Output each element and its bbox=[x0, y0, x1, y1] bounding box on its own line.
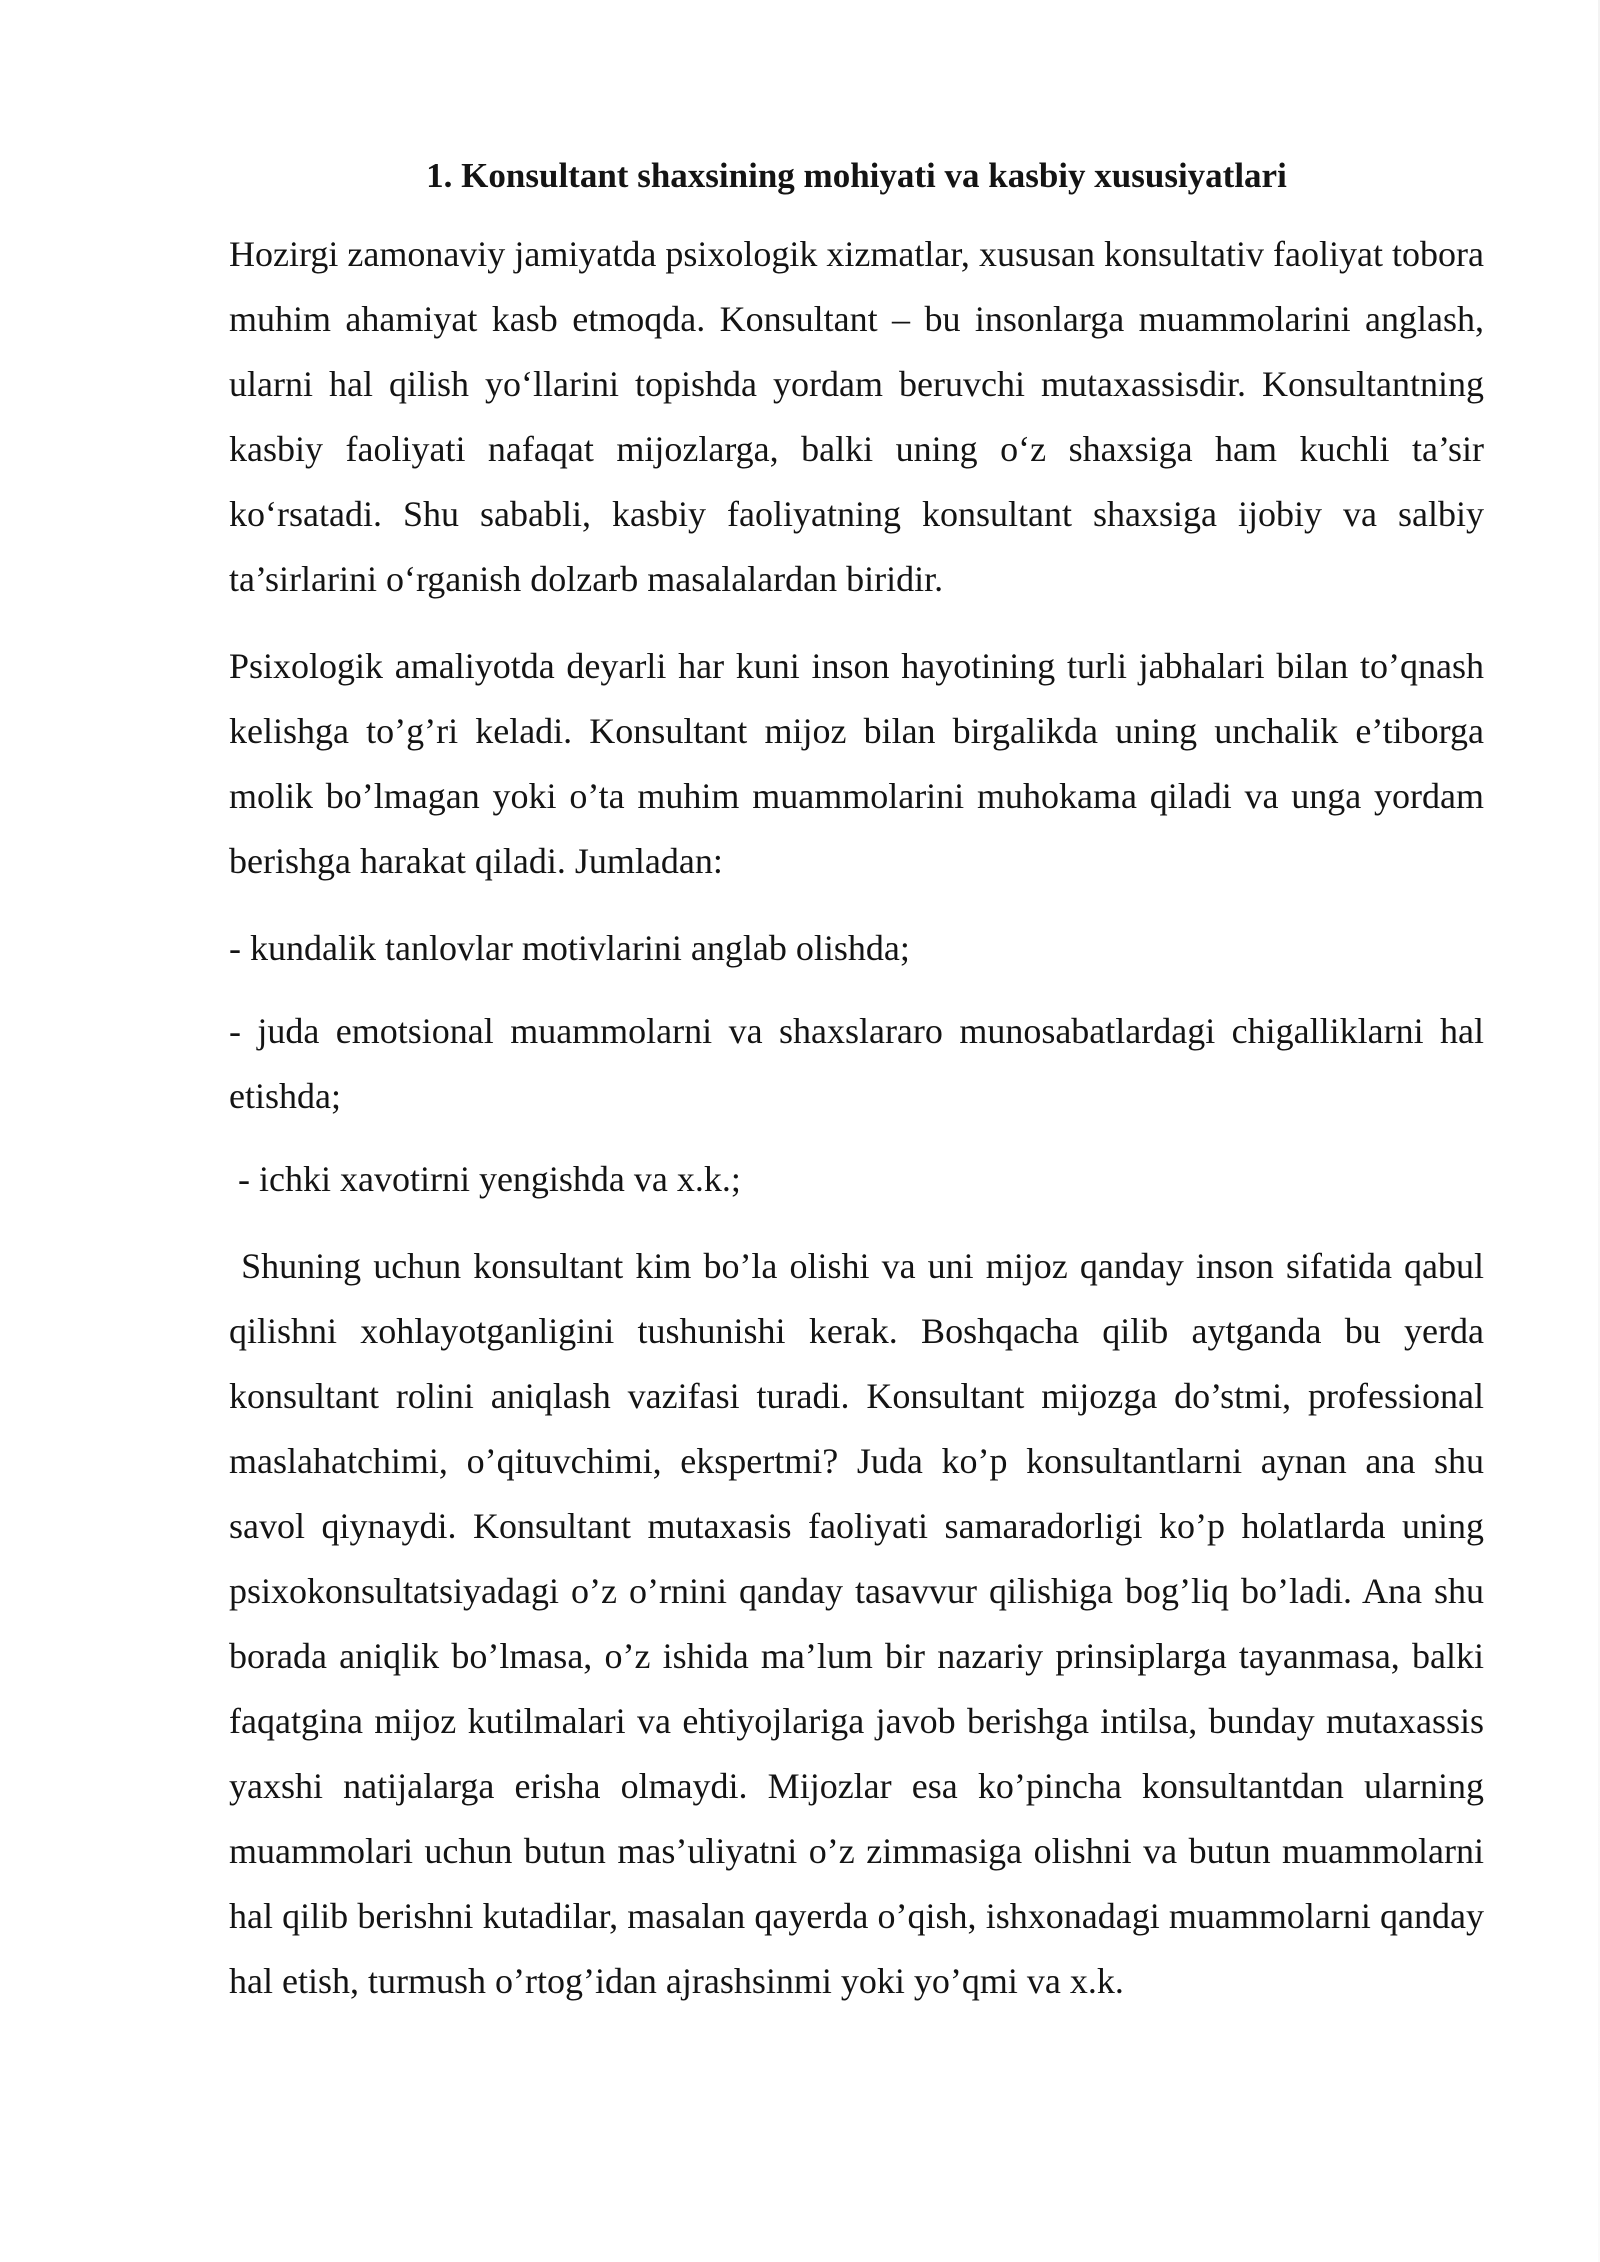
paragraph-intro: Hozirgi zamonaviy jamiyatda psixologik xizmatlar, xususan konsultativ faoliyat tobora muhim ahamiyat kasb etmoqda. Konsultant – bu insonlarga muammolarini anglash, ularni hal qilish yo‘llarini topishda yordam beruvchi mutaxassisdir. Konsultantning kasbiy faoliyati nafaqat mijozlarga, balki uning o‘z shaxsiga ham kuchli ta’sir ko‘rsatadi. Shu sababli, kasbiy faoliyatning konsultant shaxsiga ijobiy va salbiy ta’sirlarini o‘rganish dolzarb masalalardan biridir. bbox=[229, 234, 1484, 599]
list-item: - juda emotsional muammolarni va shaxslararo munosabatlardagi chigalliklarni hal etishda; bbox=[229, 1011, 1484, 1116]
paragraph-practice: Psixologik amaliyotda deyarli har kuni inson hayotining turli jabhalari bilan to’qnash kelishga to’g’ri keladi. Konsultant mijoz bilan birgalikda uning unchalik e’tiborga molik bo’lmagan yoki o’ta muhim muammolarini muhokama qiladi va unga yordam berishga harakat qiladi. Jumladan: bbox=[229, 646, 1484, 881]
paragraph-closing: Shuning uchun konsultant kim bo’la olishi va uni mijoz qanday inson sifatida qabul qilishni xohlayotganligini tushunishi kerak. Boshqacha qilib aytganda bu yerda konsultant rolini aniqlash vazifasi turadi. Konsultant mijozga do’stmi, professional maslahatchimi, o’qituvchimi, ekspertmi? Juda ko’p konsultantlarni aynan ana shu savol qiynaydi. Konsultant mutaxasis faoliyati samaradorligi ko’p holatlarda uning psixokonsultatsiyadagi o’z o’rnini qanday tasavvur qilishiga bog’liq bo’ladi. Ana shu borada aniqlik bo’lmasa, o’z ishida ma’lum bir nazariy prinsiplarga tayanmasa, balki faqatgina mijoz kutilmalari va ehtiyojlariga javob berishga intilsa, bunday mutaxassis yaxshi natijalarga erisha olmaydi. Mijozlar esa ko’pincha konsultantdan ularning muammolari uchun butun mas’uliyatni o’z zimmasiga olishni va butun muammolarni hal qilib berishni kutadilar, masalan qayerda o’qish, ishxonadagi muammolarni qanday hal etish, turmush o’rtog’idan ajrashsinmi yoki yo’qmi va x.k. bbox=[229, 1246, 1494, 2001]
list-item: - kundalik tanlovlar motivlarini anglab olishda; bbox=[229, 928, 910, 968]
list-item: - ichki xavotirni yengishda va x.k.; bbox=[229, 1159, 741, 1199]
document-body bbox=[229, 150, 1494, 2036]
section-heading: 1. Konsultant shaxsining mohiyati va kasbiy xususiyatlari bbox=[426, 156, 1287, 195]
